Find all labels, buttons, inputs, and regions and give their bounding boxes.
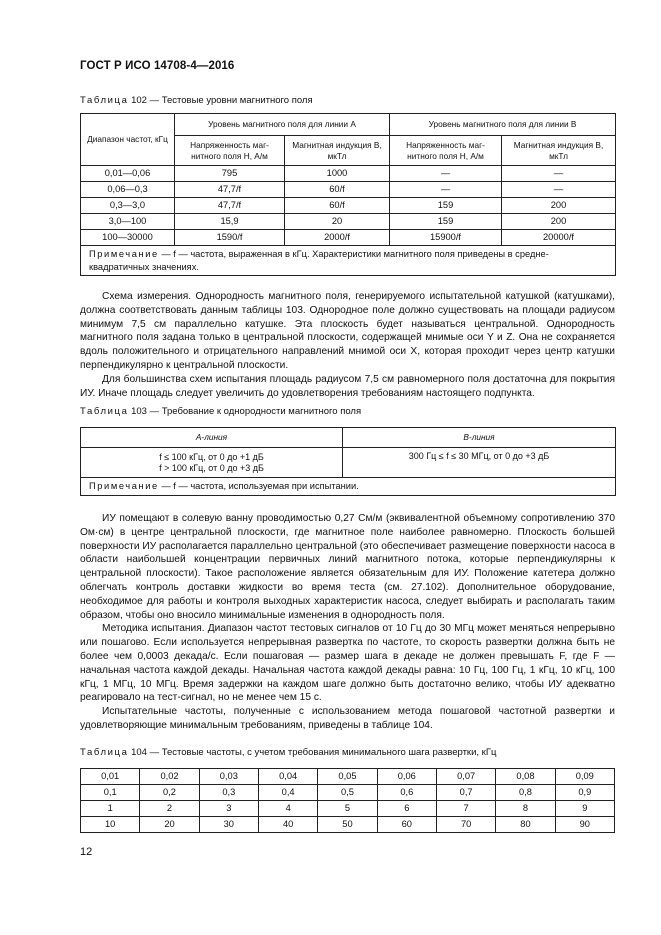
table-104-caption [80,747,496,758]
table-cell: 4 [258,801,317,817]
table-cell: 20 [140,817,199,833]
table-cell: 0,3—3,0 [81,198,175,214]
table-cell: 0,03 [199,769,258,785]
table-note-row [81,478,616,496]
table-cell: 0,01 [81,769,140,785]
table-cell: 0,06 [377,769,436,785]
table-label: Таблица [80,95,129,106]
table-note [81,478,616,496]
table-104 [80,768,615,833]
header-group-line-b: Уровень магнитного поля для линии B [390,114,616,136]
requirement-a-high: f > 100 кГц, от 0 до +3 дБ [159,462,264,473]
note-text: — f — частота, используемая при испытании. [161,481,359,492]
paragraph: Схема измерения. Однородность магнитного поля, генерируемого испытательной катушкой (катушками), должна соответствовать данным таблицы 103. Однородное поле должно существовать на площади радиусом минимум 7,5 см параллельно катушке. Эта плоскость будет называться центральной. Однородность магнитного поля задана только в центральной плоскости, содержащей мнимые оси Y и Z. Она не сохраняется вдоль положительного и отрицательного направлений мнимой оси X, которая проходит через центр катушки перпендикулярно к центральной плоскости. [80,291,615,371]
table-cell: 1000 [285,166,390,182]
table-row [81,198,616,214]
text-block-2 [80,512,615,733]
table-cell: 60/f [285,182,390,198]
table-cell: 200 [502,198,616,214]
table-cell: 70 [436,817,495,833]
table-cell: 6 [377,801,436,817]
table-cell: 0,5 [318,785,377,801]
table-cell: 15900/f [390,230,502,246]
paragraph: Для большинства схем испытания площадь радиусом 7,5 см равномерного поля достаточна для покрытия ИУ. Иначе площадь следует увеличить до удовлетворения требованиям настоящего подпункта. [80,373,615,399]
table-cell: 0,8 [496,785,555,801]
table-cell: 90 [555,817,614,833]
paragraph: Методика испытания. Диапазон частот тестовых сигналов от 10 Гц до 30 МГц может меняться непрерывно или пошагово. Если используется непрерывная развертка по частоте, то скорость развертки должна быть не более чем 0,0003 декада/с. Если пошаговая — размер шага в декаде не должен превышать F, где F — начальная частота каждой декады. Начальная частота каждой декады равна: 10 Гц, 100 Гц, 1 кГц, 10 кГц, 100 кГц, 1 МГц, 10 МГц. Время задержки на каждом шаге должно быть достаточно велико, чтобы ИУ адекватно реагировало на тест-сигнал, но не менее чем 15 с. [80,623,615,704]
table-cell: 9 [555,801,614,817]
table-cell: 159 [390,214,502,230]
table-row [81,448,616,478]
table-cell: 10 [81,817,140,833]
table-cell: 0,01—0,06 [81,166,175,182]
table-caption-text: 103 — Требование к однородности магнитного поля [131,406,362,417]
table-cell: 0,06—0,3 [81,182,175,198]
table-cell: 300 Гц ≤ f ≤ 30 МГц, от 0 до +3 дБ [343,448,616,478]
table-103-caption [80,406,361,417]
table-row [81,817,615,833]
table-cell: 47,7/f [175,198,285,214]
table-row [81,801,615,817]
table-caption-text: 104 — Тестовые частоты, с учетом требования минимального шага развертки, кГц [131,747,497,758]
table-cell: 0,9 [555,785,614,801]
table-cell: 50 [318,817,377,833]
table-cell: — [390,182,502,198]
paragraph: ИУ помещают в солевую ванну проводимостью 0,27 См/м (эквивалентной объемному сопротивлению 370 Ом·см) в центре центральной плоскости, где магнитное поле наиболее равномерно. Плоскость большей поверхности ИУ располагается параллельно центральной (это обеспечивает размещение поверхности насоса в области наибольшей концентрации первичных линий магнитного потока, которые перпендикулярны к центральной плоскости). Такое расположение является обязательным для ИУ. Положение катетера должно облегчать контроль доставки жидкости во время теста (см. 27.102). Дополнительное оборудование, необходимое для работы и контроля выходных характеристик насоса, следует выбирать и располагать таким образом, чтобы оно вносило минимальные изменения в однородность поля. [80,513,615,621]
table-cell: 0,04 [258,769,317,785]
table-row [81,214,616,230]
table-cell: 47,7/f [175,182,285,198]
paragraph: Испытательные частоты, полученные с использованием метода пошаговой частотной развертки и удовлетворяющие минимальным требованиям, приведены в таблице 104. [80,706,615,731]
table-cell: 80 [496,817,555,833]
table-cell: 0,05 [318,769,377,785]
page-number: 12 [80,846,93,858]
header-frequency-range: Диапазон частот, кГц [81,114,175,166]
table-cell: 60 [377,817,436,833]
table-cell: 7 [436,801,495,817]
table-cell: 0,09 [555,769,614,785]
table-row [81,166,616,182]
table-cell: 8 [496,801,555,817]
table-cell: 1 [81,801,140,817]
table-row [81,785,615,801]
table-cell: 2 [140,801,199,817]
table-note-row [81,246,616,276]
table-cell: 100—30000 [81,230,175,246]
header-field-strength-a: Напряженность маг-нитного поля H, А/м [175,136,285,166]
table-cell: 0,1 [81,785,140,801]
table-cell: 0,6 [377,785,436,801]
table-cell: 5 [318,801,377,817]
header-b-line: B-линия [343,428,616,448]
table-cell: 0,2 [140,785,199,801]
table-102-caption [80,95,313,106]
table-cell: 1590/f [175,230,285,246]
table-cell: 795 [175,166,285,182]
table-cell: — [502,182,616,198]
header-group-line-a: Уровень магнитного поля для линии A [175,114,390,136]
table-row [81,230,616,246]
header-induction-b: Магнитная индукция B, мкТл [502,136,616,166]
table-cell: 15,9 [175,214,285,230]
table-cell: — [502,166,616,182]
table-row [81,769,615,785]
table-cell: 60/f [285,198,390,214]
header-a-line: A-линия [81,428,343,448]
table-cell: 200 [502,214,616,230]
table-cell: 20 [285,214,390,230]
table-cell: 0,4 [258,785,317,801]
table-label: Таблица [80,406,129,417]
table-cell: 2000/f [285,230,390,246]
header-induction-a: Магнитная индукция B, мкТл [285,136,390,166]
table-cell: 3 [199,801,258,817]
table-cell: 20000/f [502,230,616,246]
table-103 [80,427,616,496]
table-cell: 0,02 [140,769,199,785]
table-row [81,182,616,198]
table-cell: 0,08 [496,769,555,785]
header-field-strength-b: Напряженность маг-нитного поля H, А/м [390,136,502,166]
table-note [81,246,616,276]
table-cell [81,448,343,478]
text-block-1 [80,290,615,400]
requirement-a-low: f ≤ 100 кГц, от 0 до +1 дБ [159,451,264,462]
table-102 [80,113,616,276]
note-label: Примечание [89,249,159,259]
table-label: Таблица [80,747,129,758]
table-caption-text: 102 — Тестовые уровни магнитного поля [131,95,313,106]
document-header: ГОСТ Р ИСО 14708-4—2016 [80,60,235,72]
note-text: — f — частота, выраженная в кГц. Характеристики магнитного поля приведены в средне-квадратичных значениях. [89,249,549,272]
table-cell: 3,0—100 [81,214,175,230]
table-cell: — [390,166,502,182]
table-cell: 0,07 [436,769,495,785]
table-cell: 159 [390,198,502,214]
note-label: Примечание [89,481,159,492]
table-cell: 0,7 [436,785,495,801]
table-cell: 0,3 [199,785,258,801]
table-cell: 40 [258,817,317,833]
table-cell: 30 [199,817,258,833]
